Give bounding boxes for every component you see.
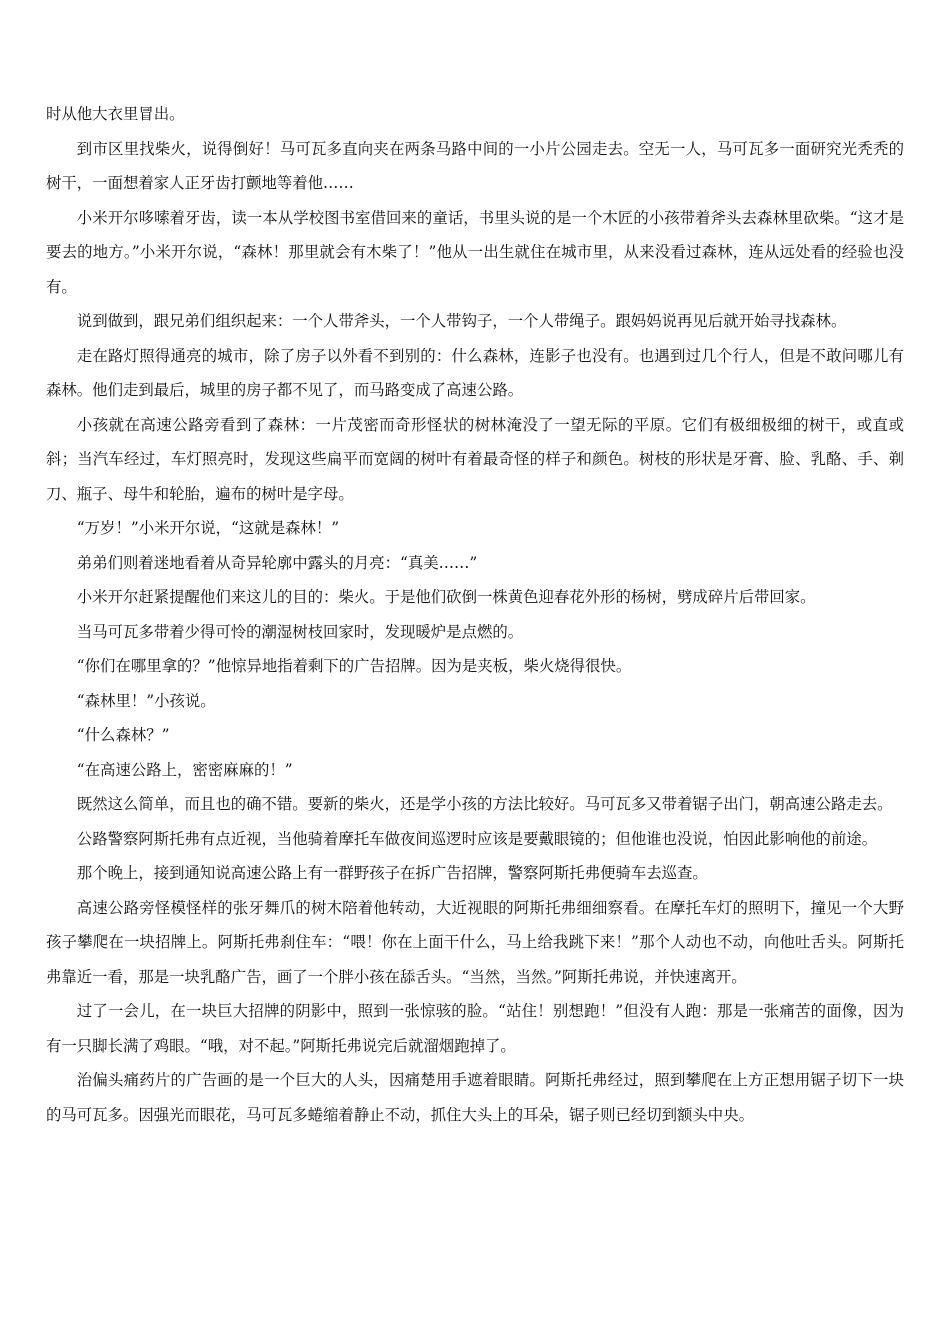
- paragraph-8: 弟弟们则着迷地看着从奇异轮廓中露头的月亮：“真美……”: [76, 553, 478, 572]
- paragraph-14: “在高速公路上，密密麻麻的！”: [76, 760, 293, 779]
- paragraph-20: 治偏头痛药片的广告画的是一个巨大的人头，因痛楚用手遮着眼睛。阿斯托弗经过，照到攀爬在上方正想用锯子切下一块的马可瓦多。因强光而眼花，马可瓦多蜷缩着静止不动，抓住大头上的耳朵，锯子则已经切到额头中央。: [46, 1071, 904, 1124]
- paragraph-13: “什么森林？”: [76, 726, 170, 744]
- paragraph-16: 公路警察阿斯托弗有点近视，当他骑着摩托车做夜间巡逻时应该是要戴眼镜的；但他谁也没说，怕因此影响他的前途。: [76, 829, 878, 848]
- paragraph-3: 小米开尔哆嗦着牙齿，读一本从学校图书室借回来的童话，书里头说的是一个木匠的小孩带着斧头去森林里砍柴。“这才是要去的地方。”小米开尔说，“森林！那里就会有木柴了！”他从一出生就住在城市里，从来没看过森林，连从远处看的经验也没有。: [46, 208, 904, 296]
- document-page: [46, 97, 904, 1132]
- paragraph-2: 到市区里找柴火，说得倒好！马可瓦多直向夹在两条马路中间的一小片公园走去。空无一人，马可瓦多一面研究光秃秃的树干，一面想着家人正牙齿打颤地等着他……: [46, 139, 904, 192]
- paragraph-17: 那个晚上，接到通知说高速公路上有一群野孩子在拆广告招牌，警察阿斯托弗便骑车去巡查。: [76, 864, 708, 882]
- paragraph-1: 时从他大衣里冒出。: [46, 105, 185, 123]
- paragraph-15: 既然这么简单，而且也的确不错。要新的柴火，还是学小孩的方法比较好。马可瓦多又带着锯子出门，朝高速公路走去。: [76, 795, 893, 813]
- paragraph-10: 当马可瓦多带着少得可怜的潮湿树枝回家时，发现暖炉是点燃的。: [76, 622, 524, 641]
- paragraph-11: “你们在哪里拿的？”他惊异地指着剩下的广告招牌。因为是夹板，柴火烧得很快。: [76, 657, 632, 675]
- paragraph-6: 小孩就在高速公路旁看到了森林：一片茂密而奇形怪状的树林淹没了一望无际的平原。它们有极细极细的树干，或直或斜；当汽车经过，车灯照亮时，发现这些扁平而宽阔的树叶有着最奇怪的样子和颜色。树枝的形状是牙膏、脸、乳酪、手、剃刀、瓶子、母牛和轮胎，遍布的树叶是字母。: [46, 415, 904, 503]
- paragraph-4: 说到做到，跟兄弟们组织起来：一个人带斧头，一个人带钩子，一个人带绳子。跟妈妈说再见后就开始寻找森林。: [76, 312, 847, 330]
- paragraph-12: “森林里！”小孩说。: [76, 691, 216, 710]
- paragraph-19: 过了一会儿，在一块巨大招牌的阴影中，照到一张惊骇的脸。“站住！别想跑！”但没有人跑：那是一张痛苦的面像，因为有一只脚长满了鸡眼。“哦，对不起。”阿斯托弗说完后就溜烟跑掉了。: [46, 1002, 904, 1055]
- paragraph-7: “万岁！”小米开尔说，“这就是森林！”: [76, 519, 340, 537]
- paragraph-18: 高速公路旁怪模怪样的张牙舞爪的树木陪着他转动，大近视眼的阿斯托弗细细察看。在摩托车灯的照明下，撞见一个大野孩子攀爬在一块招牌上。阿斯托弗刹住车：“喂！你在上面干什么，马上给我跳下来！”那个人动也不动，向他吐舌头。阿斯托弗靠近一看，那是一块乳酪广告，画了一个胖小孩在舔舌头。“当然，当然。”阿斯托弗说，并快速离开。: [46, 898, 904, 986]
- paragraph-9: 小米开尔赶紧提醒他们来这儿的目的：柴火。于是他们砍倒一株黄色迎春花外形的杨树，劈成碎片后带回家。: [76, 588, 816, 606]
- paragraph-5: 走在路灯照得通亮的城市，除了房子以外看不到别的：什么森林，连影子也没有。也遇到过几个行人，但是不敢问哪儿有森林。他们走到最后，城里的房子都不见了，而马路变成了高速公路。: [46, 346, 904, 399]
